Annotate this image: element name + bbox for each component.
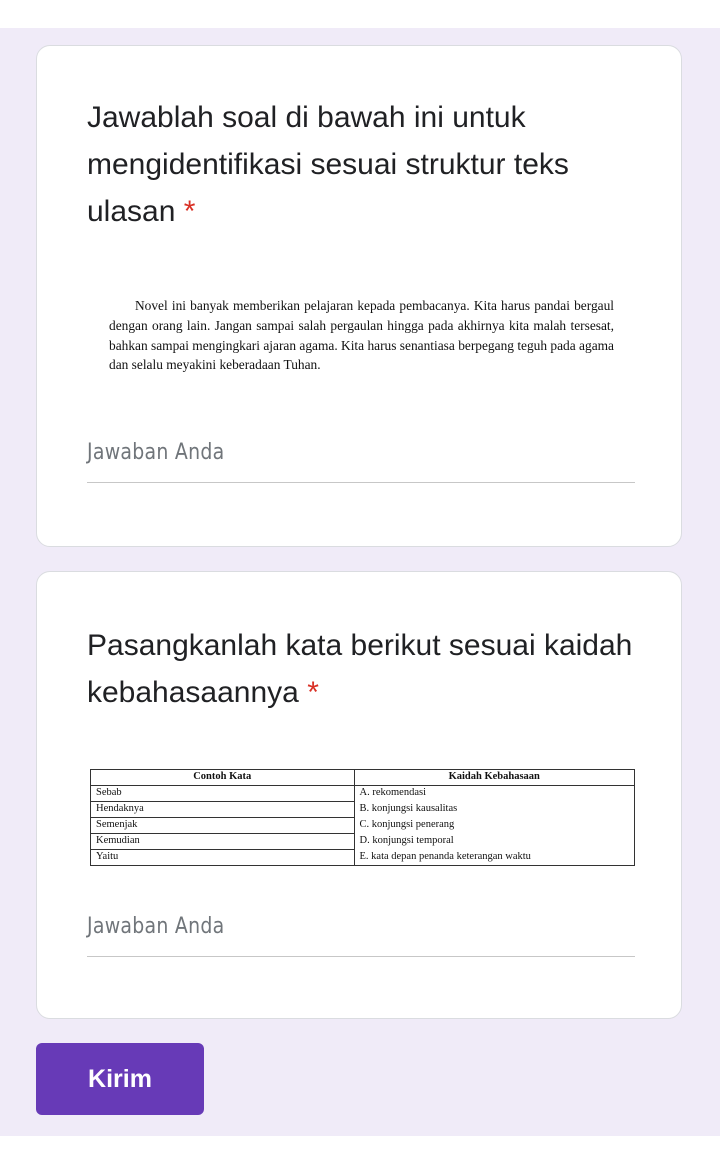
table-cell: E. kata depan penanda keterangan waktu	[354, 850, 635, 866]
table-cell: Semenjak	[91, 818, 355, 834]
question-title-text: Jawablah soal di bawah ini untuk mengidentifikasi sesuai struktur teks ulasan	[87, 101, 569, 228]
question-card-1	[36, 45, 682, 547]
table-header: Contoh Kata	[91, 770, 355, 786]
question-title-text: Pasangkanlah kata berikut sesuai kaidah kebahasaannya	[87, 629, 633, 709]
table-row	[91, 818, 635, 834]
table-header-row	[91, 770, 635, 786]
table-cell: Sebab	[91, 786, 355, 802]
table-cell: C. konjungsi penerang	[354, 818, 635, 834]
table-cell: D. konjungsi temporal	[354, 834, 635, 850]
required-marker: *	[183, 195, 196, 228]
table-row	[91, 850, 635, 866]
required-marker: *	[307, 676, 319, 709]
question-title	[87, 622, 647, 716]
answer-placeholder: Jawaban Anda	[87, 440, 225, 465]
answer-placeholder: Jawaban Anda	[87, 914, 225, 939]
table-cell: A. rekomendasi	[354, 786, 635, 802]
table-cell: Hendaknya	[91, 802, 355, 818]
table-cell: Kemudian	[91, 834, 355, 850]
kaidah-table	[90, 769, 635, 866]
submit-button[interactable]: Kirim	[36, 1043, 204, 1115]
table-row	[91, 834, 635, 850]
table-cell: B. konjungsi kausalitas	[354, 802, 635, 818]
question-card-2	[36, 571, 682, 1019]
table-header: Kaidah Kebahasaan	[354, 770, 635, 786]
answer-field[interactable]	[87, 432, 635, 483]
table-row	[91, 802, 635, 818]
table-row	[91, 786, 635, 802]
answer-field[interactable]	[87, 906, 635, 957]
question-title	[87, 94, 647, 235]
table-cell: Yaitu	[91, 850, 355, 866]
passage-image-text: Novel ini banyak memberikan pelajaran kepada pembacanya. Kita harus pandai bergaul dengan orang lain. Jangan sampai salah pergaulan hingga pada akhirnya kita malah tersesat, bahkan sampai mengingkari ajaran agama. Kita harus senantiasa berpegang teguh pada agama dan selalu meyakini keberadaan Tuhan.	[109, 298, 614, 373]
